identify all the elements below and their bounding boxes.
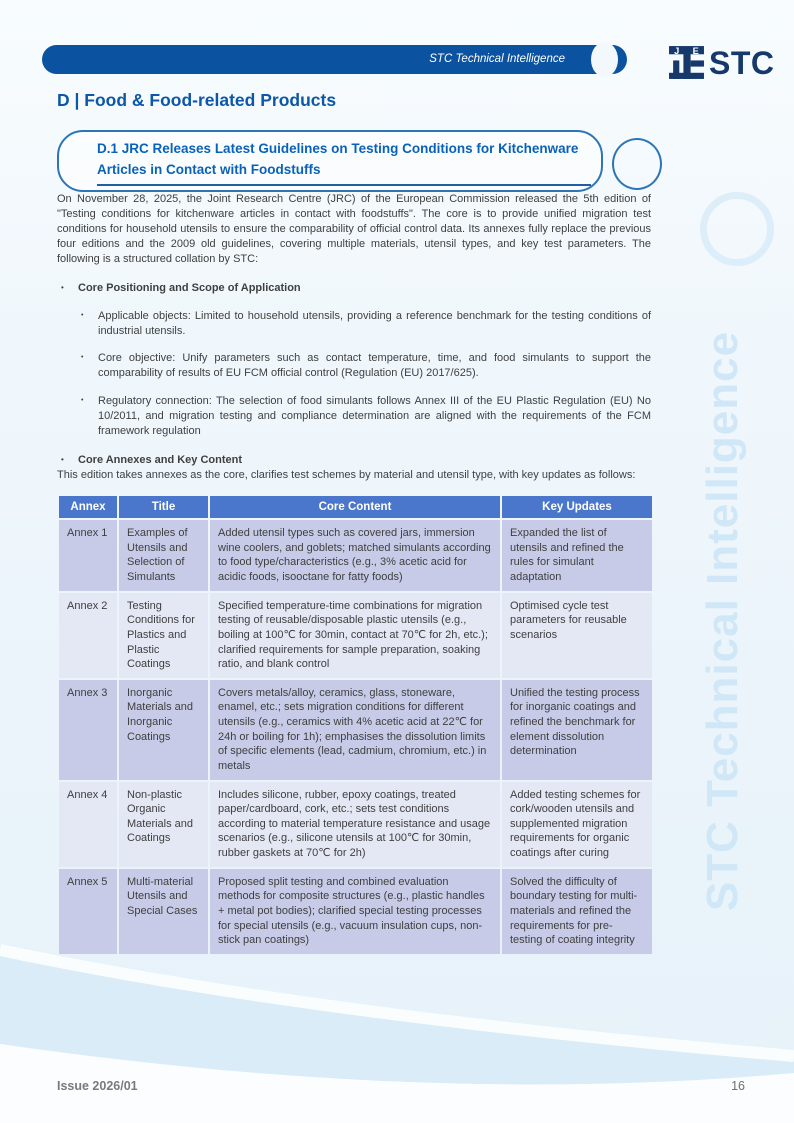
content-area — [57, 0, 651, 956]
vertical-watermark-text: STC Technical Intelligence — [698, 330, 747, 912]
cell-title: Multi-material Utensils and Special Cases — [119, 869, 208, 954]
cell-key-updates: Optimised cycle test parameters for reusable scenarios — [502, 593, 652, 678]
page-number: 16 — [731, 1079, 745, 1093]
cell-annex: Annex 4 — [59, 782, 117, 867]
table-intro-paragraph: This edition takes annexes as the core, clarifies test schemes by material and utensil type, with key updates as follows: — [57, 469, 636, 482]
cell-title: Testing Conditions for Plastics and Plastic Coatings — [119, 593, 208, 678]
stc-logo-text: STC — [709, 44, 775, 81]
cell-annex: Annex 3 — [59, 680, 117, 780]
svg-text:J: J — [674, 45, 680, 56]
column-header-annex: Annex — [59, 496, 117, 518]
table-row — [59, 520, 652, 591]
table-row — [59, 869, 652, 954]
article-title-box — [57, 130, 603, 192]
cell-key-updates: Added testing schemes for cork/wooden utensils and supplemented migration requirements for organic coatings after curing — [502, 782, 652, 867]
article-title: D.1 JRC Releases Latest Guidelines on Testing Conditions for Kitchenware Articles in Contact with Foodstuffs — [97, 141, 579, 177]
sub-bullet-applicable-objects: • Applicable objects: Limited to household utensils, providing a reference benchmark for the testing conditions of industrial utensils. — [78, 309, 651, 339]
bullet-list — [57, 281, 651, 469]
page-footer — [57, 1079, 745, 1093]
article-title-underline — [97, 184, 591, 186]
cell-core-content: Includes silicone, rubber, epoxy coatings, treated paper/cardboard, cork, etc.; sets test conditions according to material temperature resistance and usage scenarios (e.g., silicone utensils at 100℃ for 30min, rubber gaskets at 70℃ for 2h) — [210, 782, 500, 867]
title-circle-decoration — [612, 138, 662, 190]
faint-circle-decoration — [700, 192, 774, 266]
column-header-title: Title — [119, 496, 208, 518]
svg-text:E: E — [692, 45, 699, 56]
table-header-row — [59, 496, 652, 518]
cell-annex: Annex 5 — [59, 869, 117, 954]
column-header-key-updates: Key Updates — [502, 496, 652, 518]
cell-title: Examples of Utensils and Selection of Simulants — [119, 520, 208, 591]
cell-key-updates: Solved the difficulty of boundary testing for multi-materials and refined the requirements for pre-testing of coating integrity — [502, 869, 652, 954]
issue-label: Issue 2026/01 — [57, 1079, 138, 1093]
cell-key-updates: Expanded the list of utensils and refined the rules for simulant adaptation — [502, 520, 652, 591]
cell-key-updates: Unified the testing process for inorganic coatings and refined the benchmark for element dissolution determination — [502, 680, 652, 780]
sub-bullet-regulatory-connection: • Regulatory connection: The selection of food simulants follows Annex III of the EU Plastic Regulation (EU) No 10/2011, and migration testing and compliance determination are aligned with the requirements of the FCM framework regulation — [78, 394, 651, 439]
sub-bullet-core-objective: • Core objective: Unify parameters such as contact temperature, time, and food simulants to support the comparability of results of EU FCM official control (Regulation (EU) 2017/625). — [78, 351, 651, 381]
stc-seal-icon — [668, 44, 705, 81]
table-row — [59, 593, 652, 678]
sub-bullet-list — [78, 309, 651, 440]
table-row — [59, 782, 652, 867]
intro-paragraph: On November 28, 2025, the Joint Research Centre (JRC) of the European Commission released the 5th edition of "Testing conditions for kitchenware articles in contact with foodstuffs". The core is to provide unified migration test conditions for household utensils to ensure the comparability of official control data. Its annexes fully replace the previous four editions and the 2009 old guidelines, covering multiple materials, utensil types, and key test parameters. The following is a structured collation by STC: — [57, 192, 651, 265]
cell-title: Inorganic Materials and Inorganic Coatings — [119, 680, 208, 780]
cell-annex: Annex 1 — [59, 520, 117, 591]
bullet-label: Core Annexes and Key Content — [78, 454, 243, 467]
table-row — [59, 680, 652, 780]
bullet-label: Core Positioning and Scope of Application — [78, 281, 301, 294]
cell-core-content: Added utensil types such as covered jars, immersion wine coolers, and goblets; matched simulants according to food type/characteristics (e.g., 3% acetic acid for acidic foods, isooctane for fatty foods) — [210, 520, 500, 591]
bullet-core-positioning — [57, 281, 651, 440]
cell-core-content: Covers metals/alloy, ceramics, glass, stoneware, enamel, etc.; sets migration conditions for different utensils (e.g., ceramics with 4% acetic acid at 22℃ for 24h or boiling for 1h); emphasises the dissolution limits of specific elements (lead, cadmium, chromium, etc.) in metals — [210, 680, 500, 780]
stc-logo — [668, 44, 775, 81]
cell-annex: Annex 2 — [59, 593, 117, 678]
annex-table — [57, 494, 654, 956]
cell-core-content: Proposed split testing and combined evaluation methods for composite structures (e.g., plastic handles + metal pot bodies); clarified special testing processes for special utensils (e.g., vacuum insulation cups, non-stick pan coatings) — [210, 869, 500, 954]
top-banner-label: STC Technical Intelligence — [429, 53, 565, 65]
column-header-core-content: Core Content — [210, 496, 500, 518]
section-title: D | Food & Food-related Products — [57, 90, 337, 110]
bullet-core-annexes — [57, 453, 651, 468]
cell-core-content: Specified temperature-time combinations for migration testing of reusable/disposable plastic utensils (e.g., boiling at 100℃ for 30min, contact at 70℃ for 2h, etc.); clarified requirements for sample preparation, soaking ratio, and blank control — [210, 593, 500, 678]
cell-title: Non-plastic Organic Materials and Coatings — [119, 782, 208, 867]
